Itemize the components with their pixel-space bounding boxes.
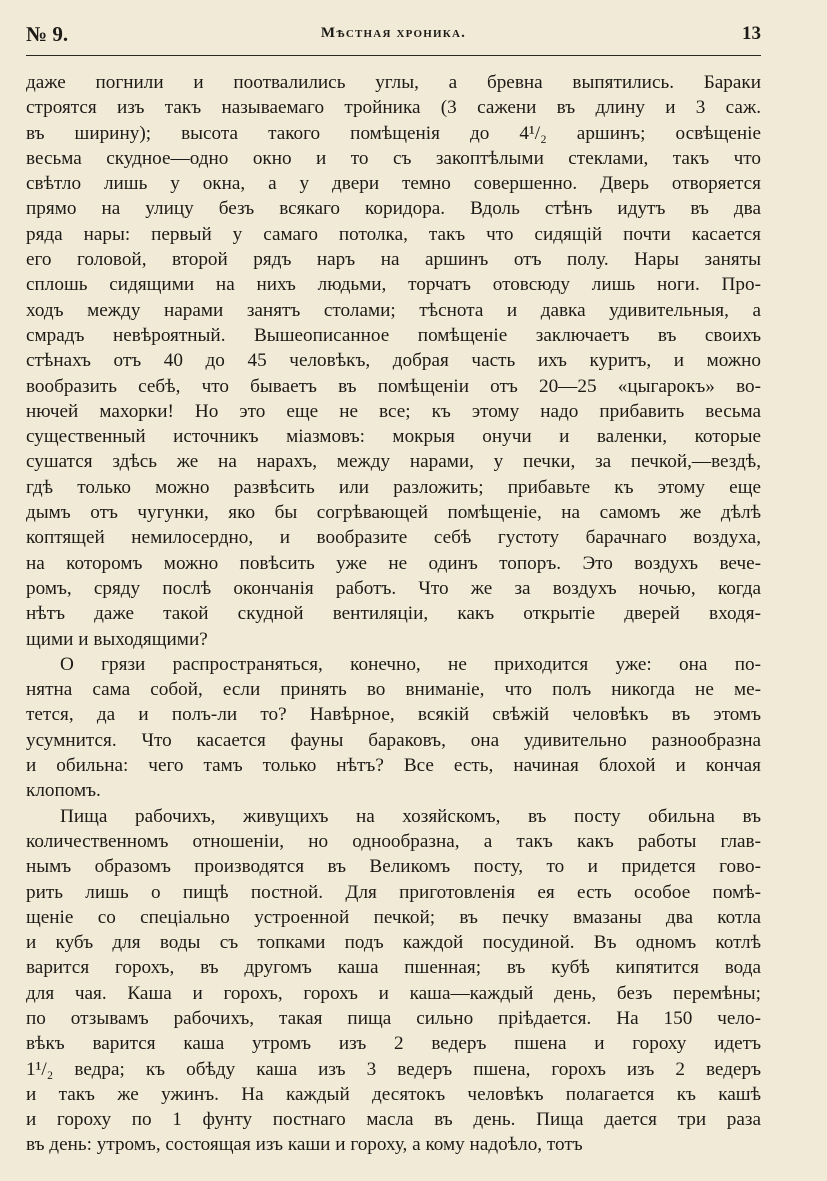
text-line: ходъ между нарами занятъ столами; тѣснота и давка удивительныя, а	[26, 299, 761, 321]
text-line: прямо на улицу безъ всякаго коридора. Вдоль стѣнъ идутъ въ два	[26, 198, 761, 220]
issue-number: № 9.	[26, 22, 69, 46]
text-line: стѣнахъ отъ 40 до 45 человѣкъ, добрая часть ихъ куритъ, и можно	[26, 350, 761, 372]
text-line: и кубъ для воды съ топками подъ каждой посудиной. Въ одномъ котлѣ	[26, 932, 761, 954]
article-body	[26, 70, 761, 1158]
text-line: нѣтъ даже такой скудной вентиляціи, какъ открытіе дверей входя-	[26, 603, 761, 625]
text-line: на которомъ можно повѣсить уже не одинъ топоръ. Это воздухъ вече-	[26, 552, 761, 574]
text-line: его головой, второй рядъ наръ на аршинъ отъ полу. Нары заняты	[26, 249, 761, 271]
text-line: нымъ образомъ производятся въ Великомъ посту, то и придется гово-	[26, 856, 761, 878]
text-line: усумнится. Что касается фауны бараковъ, она удивительно разнообразна	[26, 729, 761, 751]
text-line: сушатся здѣсь же на нарахъ, между нарами, у печки, за печкой,—вездѣ,	[26, 451, 761, 473]
text-line: и гороху по 1 фунту постнаго масла въ день. Пища дается три раза	[26, 1109, 761, 1131]
text-line: по отзывамъ рабочихъ, такая пища сильно пріѣдается. На 150 чело-	[26, 1007, 761, 1029]
paragraph	[26, 804, 761, 1158]
text-line: смрадъ невѣроятный. Вышеописанное помѣщеніе заключаетъ въ своихъ	[26, 324, 761, 346]
text-line: Пища рабочихъ, живущихъ на хозяйскомъ, въ посту обильна въ	[60, 805, 761, 827]
text-line: рить лишь о пищѣ постной. Для приготовленія ея есть особое помѣ-	[26, 881, 761, 903]
text-line: варится горохъ, въ другомъ каша пшенная; въ кубѣ кипятится вода	[26, 957, 761, 979]
text-line: коптящей немилосердно, и вообразите себѣ густоту барачнаго воздуха,	[26, 527, 761, 549]
text-line: и такъ же ужинъ. На каждый десятокъ человѣкъ полагается къ кашѣ	[26, 1083, 761, 1105]
text-line: вообразить себѣ, что бываетъ въ помѣщеніи отъ 20—25 «цыгарокъ» во-	[26, 375, 761, 397]
text-line: въ день: утромъ, состоящая изъ каши и гороху, а кому надоѣло, тотъ	[26, 1134, 583, 1156]
text-line: 1¹/₂ ведра; къ обѣду каша изъ 3 ведеръ пшена, горохъ изъ 2 ведеръ	[26, 1058, 761, 1080]
text-line: ромъ, сряду послѣ окончанія работъ. Что же за воздухъ ночью, когда	[26, 577, 761, 599]
text-line: весьма скудное—одно окно и то съ закоптѣлыми стеклами, такъ что	[26, 147, 761, 169]
text-line: тется, да и полъ-ли то? Навѣрное, всякій свѣжій человѣкъ въ этомъ	[26, 704, 761, 726]
text-line: и обильна: чего тамъ только нѣтъ? Все есть, начиная блохой и кончая	[26, 755, 761, 777]
text-line: нючей махорки! Но это еще не все; къ этому надо прибавить весьма	[26, 400, 761, 422]
text-line: щеніе со спеціально устроенной печкой; въ печку вмазаны два котла	[26, 906, 761, 928]
running-title: Мѣстная хроника.	[320, 25, 467, 41]
page-number: 13	[742, 23, 761, 44]
text-line: О грязи распространяться, конечно, не приходится уже: она по-	[60, 653, 761, 675]
text-line: вѣкъ варится каша утромъ изъ 2 ведеръ пшена и гороху идетъ	[26, 1033, 761, 1055]
text-line: даже погнили и поотвалились углы, а бревна выпятились. Бараки	[26, 72, 761, 93]
paragraph	[26, 652, 761, 804]
text-line: въ ширину); высота такого помѣщенія до 4¹/₂ аршинъ; освѣщеніе	[26, 122, 761, 144]
text-line: щими и выходящими?	[26, 628, 208, 650]
paragraph	[26, 70, 761, 652]
text-line: строятся изъ такъ называемаго тройника (3 сажени въ длину и 3 саж.	[26, 97, 761, 119]
text-line: существенный источникъ міазмовъ: мокрыя онучи и валенки, которые	[26, 426, 761, 448]
text-line: дымъ отъ чугунки, яко бы согрѣвающей помѣщеніе, на самомъ же дѣлѣ	[26, 502, 761, 524]
running-header	[26, 22, 761, 52]
text-line: нятна сама собой, если принять во вниманіе, что полъ никогда не ме-	[26, 679, 761, 701]
text-line: ряда нары: первый у самаго потолка, такъ что сидящій почти касается	[26, 223, 761, 245]
header-rule	[26, 55, 761, 56]
text-line: сплошь сидящими на нихъ людьми, торчатъ отовсюду лишь ноги. Про-	[26, 274, 761, 296]
text-line: гдѣ только можно развѣсить или разложить; прибавьте къ этому еще	[26, 476, 761, 498]
text-line: для чая. Каша и горохъ, горохъ и каша—каждый день, безъ перемѣны;	[26, 982, 761, 1004]
text-line: клопомъ.	[26, 780, 101, 802]
text-line: свѣтло лишь у окна, а у двери темно совершенно. Дверь отворяется	[26, 173, 761, 195]
text-line: количественномъ отношеніи, но однообразна, а такъ какъ работы глав-	[26, 830, 761, 852]
